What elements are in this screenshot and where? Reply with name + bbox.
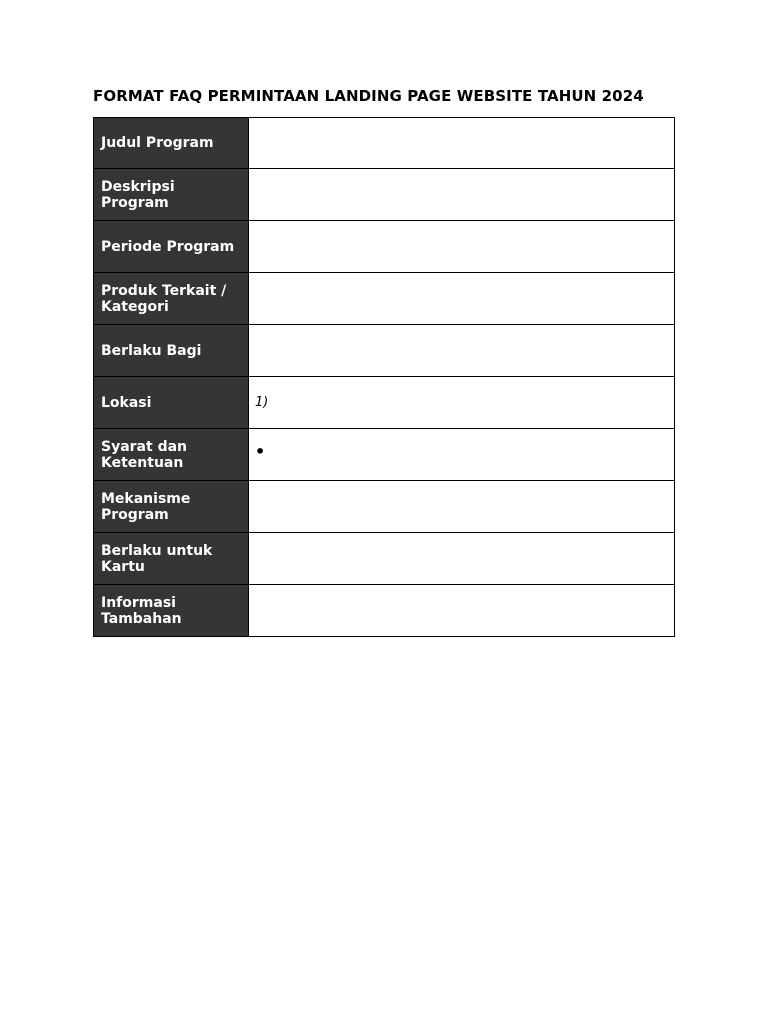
row-value-produk-terkait[interactable] xyxy=(249,273,675,325)
row-value-informasi-tambahan[interactable] xyxy=(249,585,675,637)
faq-table xyxy=(93,117,675,637)
row-label-berlaku-bagi: Berlaku Bagi xyxy=(94,325,249,377)
row-value-lokasi[interactable] xyxy=(249,377,675,429)
table-row xyxy=(94,429,675,481)
row-label-produk-terkait: Produk Terkait / Kategori xyxy=(94,273,249,325)
row-value-mekanisme-program[interactable] xyxy=(249,481,675,533)
bullet-icon: • xyxy=(255,441,266,461)
row-value-berlaku-bagi[interactable] xyxy=(249,325,675,377)
row-label-deskripsi-program: Deskripsi Program xyxy=(94,169,249,221)
row-label-periode-program: Periode Program xyxy=(94,221,249,273)
row-value-deskripsi-program[interactable] xyxy=(249,169,675,221)
row-label-informasi-tambahan: Informasi Tambahan xyxy=(94,585,249,637)
table-row xyxy=(94,481,675,533)
table-row xyxy=(94,585,675,637)
row-label-syarat-ketentuan: Syarat dan Ketentuan xyxy=(94,429,249,481)
table-row xyxy=(94,221,675,273)
table-row xyxy=(94,118,675,169)
table-row xyxy=(94,325,675,377)
row-value-periode-program[interactable] xyxy=(249,221,675,273)
row-value-judul-program[interactable] xyxy=(249,118,675,169)
row-label-lokasi: Lokasi xyxy=(94,377,249,429)
table-row xyxy=(94,273,675,325)
row-label-mekanisme-program: Mekanisme Program xyxy=(94,481,249,533)
row-label-berlaku-untuk-kartu: Berlaku untuk Kartu xyxy=(94,533,249,585)
document-title: FORMAT FAQ PERMINTAAN LANDING PAGE WEBSITE TAHUN 2024 xyxy=(93,87,644,105)
lokasi-list-number: 1) xyxy=(255,394,269,410)
table-row xyxy=(94,533,675,585)
table-row xyxy=(94,377,675,429)
row-value-syarat-ketentuan[interactable] xyxy=(249,429,675,481)
row-label-judul-program: Judul Program xyxy=(94,118,249,169)
row-value-berlaku-untuk-kartu[interactable] xyxy=(249,533,675,585)
table-row xyxy=(94,169,675,221)
